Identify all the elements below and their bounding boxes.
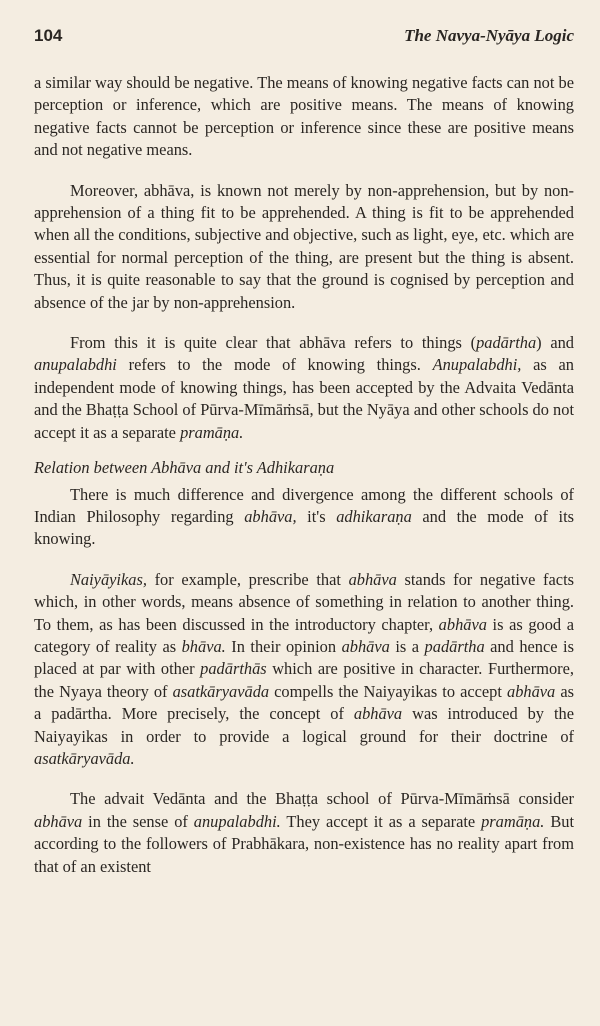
- paragraph-4: There is much difference and divergence among the different schools of Indian Philosophy regarding abhāva, it's adhikaraṇa and the mode of its knowing.: [34, 484, 574, 549]
- page-header: [34, 26, 574, 52]
- paragraph-1: a similar way should be negative. The means of knowing negative facts can not be perception or inference, which are positive means. The means of knowing negative facts cannot be perception or inference since these are positive means and not negative means.: [34, 73, 574, 160]
- section-heading: Relation between Abhāva and it's Adhikaraṇa: [34, 458, 335, 478]
- paragraph-6: The advait Vedānta and the Bhaṭṭa school of Pūrva-Mīmāṁsā consider abhāva in the sense of anupalabdhi. They accept it as a separate pramāṇa. But according to the followers of Prabhākara, non-existence has no reality apart from that of an existent: [34, 789, 575, 876]
- paragraph-3: From this it is quite clear that abhāva refers to things (padārtha) and anupalabdhi refers to the mode of knowing things. Anupalabdhi, as an independent mode of knowing things, has been accepted by the Advaita Vedānta and the Bhaṭṭa School of Pūrva-Mīmāṁsā, but the Nyāya and other schools do not accept it as a separate pramāṇa.: [34, 333, 574, 442]
- running-title: The Navya-Nyāya Logic: [404, 26, 574, 45]
- paragraph-5: Naiyāyikas, for example, prescribe that abhāva stands for negative facts which, in other words, means absence of something in relation to another thing. To them, as has been discussed in the introductory chapter, abhāva is as good a category of reality as bhāva. In their opinion abhāva is a padārtha and hence is placed at par with other padārthās which are positive in character. Furthermore, the Nyaya theory of asatkāryavāda compells the Naiyayikas to accept abhāva as a padārtha. More precisely, the concept of abhāva was introduced by the Naiyayikas in order to provide a logical ground for their doctrine of asatkāryavāda.: [34, 569, 574, 768]
- document-page: [34, 26, 574, 878]
- page-number: 104: [34, 26, 63, 45]
- paragraph-2: Moreover, abhāva, is known not merely by non-apprehension, but by non-apprehension of a thing fit to be apprehended. A thing is fit to be apprehended when all the conditions, subjective and objective, such as light, eye, etc. which are essential for normal perception of the thing, are present but the thing is absent. Thus, it is quite reasonable to say that the ground is cognised by perception and absence of the jar by non-apprehension.: [34, 180, 574, 312]
